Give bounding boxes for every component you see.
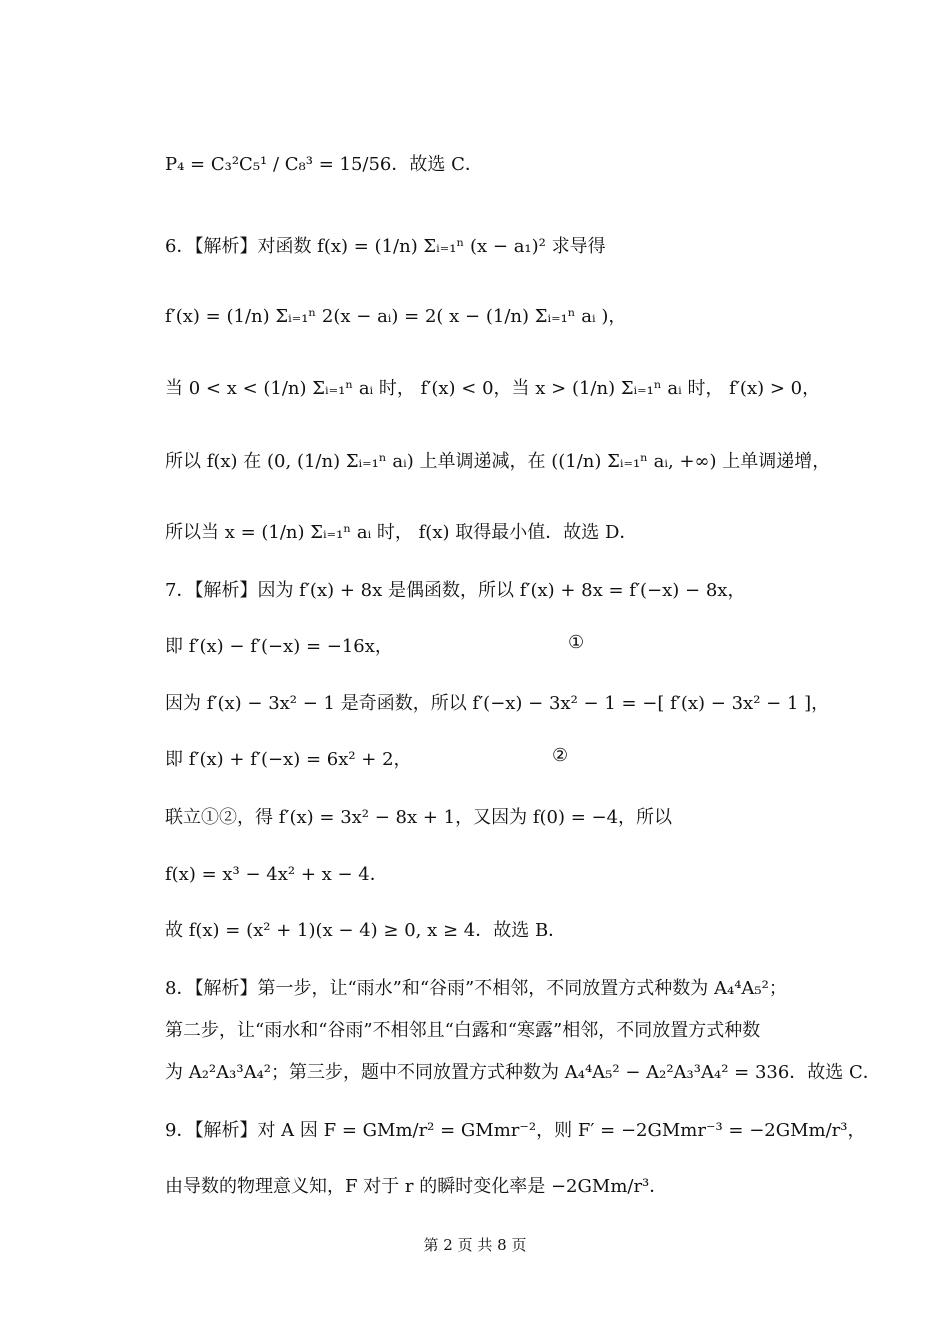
equation-marker: ② — [552, 745, 569, 766]
equation-marker: ① — [568, 632, 585, 653]
text-line: f(x) = x³ − 4x² + x − 4． — [165, 864, 388, 885]
text-line: 为 A₂²A₃³A₄²；第三步，题中不同放置方式种数为 A₄⁴A₅² − A₂²A₃³A₄² = 336．故选 C． — [165, 1062, 881, 1083]
page-footer: 第 2 页 共 8 页 — [423, 1236, 527, 1254]
text-line: 即 f′(x) − f′(−x) = −16x， — [165, 636, 393, 657]
text-line: 9．【解析】对 A 因 F = GMm/r² = GMmr⁻²，则 F′ = −2GMmr⁻³ = −2GMm/r³， — [165, 1120, 866, 1141]
text-line: 8．【解析】第一步，让“雨水”和“谷雨”不相邻，不同放置方式种数为 A₄⁴A₅²； — [165, 978, 787, 999]
text-line: 故 f(x) = (x² + 1)(x − 4) ≥ 0, x ≥ 4．故选 B． — [165, 920, 567, 941]
text-line: 所以当 x = (1/n) Σᵢ₌₁ⁿ aᵢ 时， f(x) 取得最小值．故选 D． — [165, 522, 638, 543]
text-line: 6．【解析】对函数 f(x) = (1/n) Σᵢ₌₁ⁿ (x − a₁)² 求导得 — [165, 236, 606, 257]
text-line: f′(x) = (1/n) Σᵢ₌₁ⁿ 2(x − aᵢ) = 2( x − (1/n) Σᵢ₌₁ⁿ aᵢ )， — [165, 306, 627, 327]
text-line: 即 f′(x) + f′(−x) = 6x² + 2， — [165, 749, 412, 770]
text-line: 因为 f′(x) − 3x² − 1 是奇函数，所以 f′(−x) − 3x² − 1 = −[ f′(x) − 3x² − 1 ]， — [165, 693, 830, 714]
text-line: 联立①②，得 f′(x) = 3x² − 8x + 1，又因为 f(0) = −4，所以 — [165, 807, 673, 828]
text-line: 7．【解析】因为 f′(x) + 8x 是偶函数，所以 f′(x) + 8x = f′(−x) − 8x， — [165, 580, 746, 601]
text-line: 由导数的物理意义知，F 对于 r 的瞬时变化率是 −2GMm/r³． — [165, 1176, 668, 1197]
text-line: 当 0 < x < (1/n) Σᵢ₌₁ⁿ aᵢ 时， f′(x) < 0，当 x > (1/n) Σᵢ₌₁ⁿ aᵢ 时， f′(x) > 0， — [165, 378, 821, 399]
text-line: P₄ = C₃²C₅¹ / C₈³ = 15/56．故选 C． — [165, 154, 483, 175]
text-line: 第二步，让“雨水和“谷雨”不相邻且“白露和“寒露”相邻，不同放置方式种数 — [165, 1020, 761, 1041]
text-line: 所以 f(x) 在 (0, (1/n) Σᵢ₌₁ⁿ aᵢ) 上单调递减，在 ((1/n) Σᵢ₌₁ⁿ aᵢ, +∞) 上单调递增， — [165, 451, 831, 472]
